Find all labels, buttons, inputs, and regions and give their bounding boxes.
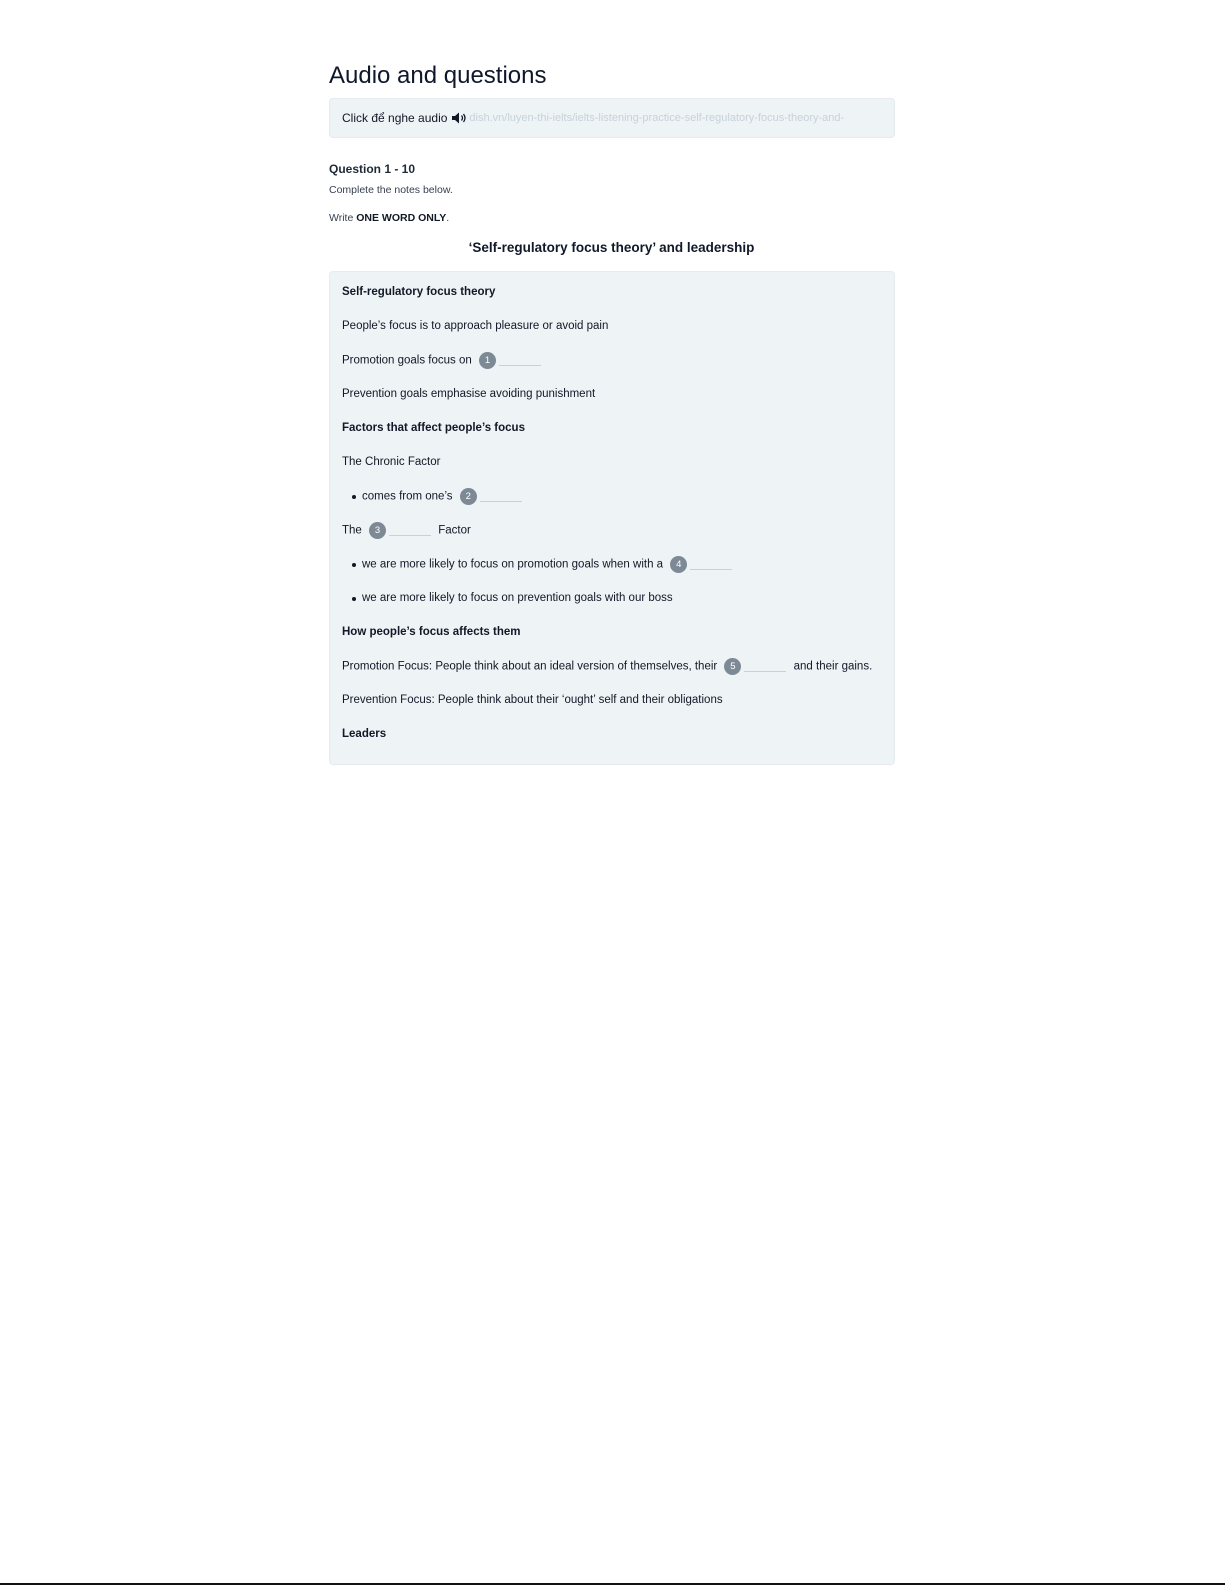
note-line: Prevention goals emphasise avoiding punishment	[342, 388, 596, 400]
question-number-badge: 3	[369, 522, 386, 539]
speaker-icon[interactable]	[451, 111, 467, 125]
note-line: Prevention Focus: People think about their ‘ought’ self and their obligations	[342, 694, 723, 706]
question-word-limit	[329, 212, 894, 224]
word-limit-prefix: Write	[329, 212, 357, 224]
answer-blank-3[interactable]	[369, 522, 431, 539]
audio-label[interactable]: Click để nghe audio	[342, 111, 448, 125]
note-line-q5	[342, 658, 882, 676]
note-text: comes from one’s	[362, 490, 453, 503]
note-line: People’s focus is to approach pleasure or avoid pain	[342, 320, 609, 332]
content-container	[329, 58, 894, 765]
question-heading: Question 1 - 10	[329, 162, 416, 176]
note-text: Promotion Focus: People think about an ideal version of themselves, their	[342, 660, 718, 673]
notes-panel	[329, 271, 895, 765]
bullet-item-q2	[342, 488, 882, 506]
audio-url[interactable]: dish.vn/luyen-thi-ielts/ielts-listening-practice-self-regulatory-focus-theory-and-	[469, 112, 845, 124]
page-title: Audio and questions	[329, 62, 547, 89]
section-heading: Leaders	[342, 728, 387, 740]
answer-input-4[interactable]	[690, 560, 732, 570]
note-text: Factor	[438, 524, 471, 537]
answer-input-1[interactable]	[499, 356, 541, 366]
question-instruction: Complete the notes below.	[329, 184, 453, 196]
word-limit-suffix: .	[446, 212, 450, 224]
section-heading: Self-regulatory focus theory	[342, 286, 496, 298]
answer-blank-5[interactable]	[724, 658, 786, 675]
answer-blank-1[interactable]	[479, 352, 541, 369]
answer-blank-4[interactable]	[670, 556, 732, 573]
answer-input-3[interactable]	[389, 526, 431, 536]
note-line: The Chronic Factor	[342, 456, 441, 468]
answer-input-5[interactable]	[744, 662, 786, 672]
note-text: Promotion goals focus on	[342, 354, 472, 367]
answer-blank-2[interactable]	[460, 488, 522, 505]
bullet-item-q4	[342, 556, 882, 574]
section-heading: Factors that affect people’s focus	[342, 422, 525, 434]
word-limit-emphasis: ONE WORD ONLY	[356, 212, 447, 224]
note-text: we are more likely to focus on promotion goals when with a	[362, 558, 664, 571]
bullet-item: we are more likely to focus on prevention goals with our boss	[342, 590, 882, 608]
answer-input-2[interactable]	[480, 492, 522, 502]
question-number-badge: 2	[460, 488, 477, 505]
question-number-badge: 4	[670, 556, 687, 573]
section-heading: How people’s focus affects them	[342, 626, 521, 638]
audio-bar[interactable]	[329, 98, 895, 138]
note-text: The	[342, 524, 362, 537]
note-text: and their gains.	[793, 660, 873, 673]
question-number-badge: 1	[479, 352, 496, 369]
note-line-q3	[342, 522, 882, 540]
note-line-q1	[342, 352, 882, 370]
question-number-badge: 5	[724, 658, 741, 675]
notes-title: ‘Self-regulatory focus theory’ and leadership	[468, 240, 755, 255]
